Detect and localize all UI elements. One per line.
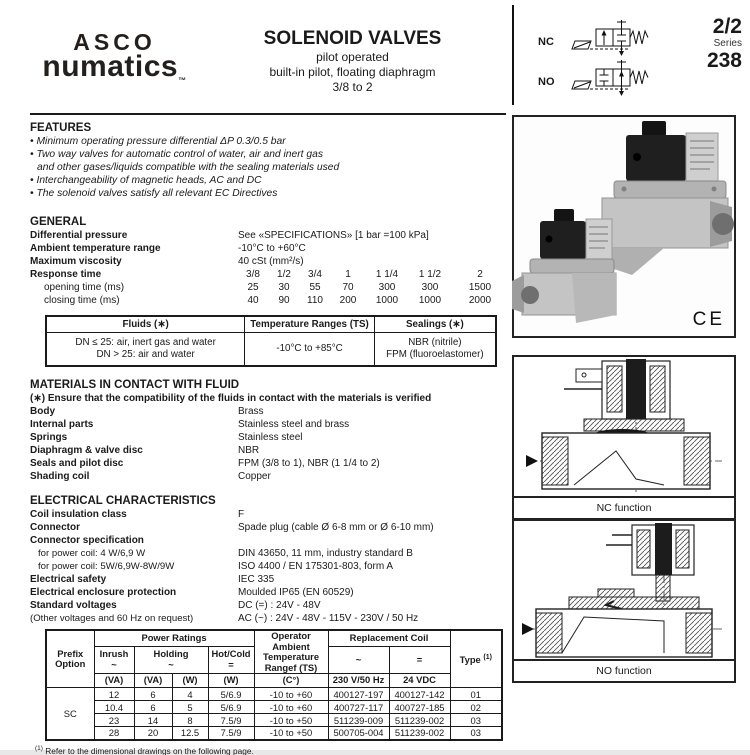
spec-label: closing time (ms) (30, 294, 238, 307)
spec-row: (Other voltages and 60 Hz on request) AC (~) : 24V - 48V - 115V - 230V / 50 Hz (30, 612, 508, 625)
nc-function-caption: NC function (514, 496, 734, 518)
spec-row: Standard voltages DC (=) : 24V - 48V (30, 599, 508, 612)
ce-mark: CE (693, 309, 725, 331)
opening-times: 25 30 55 70 300 300 1500 (238, 281, 508, 294)
replacement-coil-header: Replacement Coil (328, 630, 450, 646)
cell: 8 (172, 714, 208, 727)
cell: -10 to +50 (254, 727, 328, 740)
general-section (30, 216, 508, 367)
spec-label: Differential pressure (30, 229, 238, 242)
unit-cell: (W) (172, 674, 208, 688)
cell: 10.4 (94, 701, 134, 714)
spec-row: Springs Stainless steel (30, 431, 508, 444)
response-time-sizes-row (30, 268, 508, 281)
materials-note: (∗) Ensure that the compatibility of the fluids in contact with the materials is verified (30, 392, 508, 405)
no-valve-symbol-icon (572, 58, 664, 96)
ac-symbol-header: ~ (328, 646, 389, 673)
power-ratings-header: Power Ratings (94, 630, 254, 646)
table-row (46, 714, 502, 727)
unit-cell: 24 VDC (389, 674, 450, 688)
feature-item: • Two way valves for automatic control of water, air and inert gas (30, 148, 508, 161)
opening-time-row (30, 281, 508, 294)
cell: 400727-117 (328, 701, 389, 714)
features-section (30, 122, 508, 200)
cell: 4 (172, 688, 208, 701)
cell: 6 (134, 701, 172, 714)
fluids-header: Fluids (∗) (46, 316, 245, 332)
spec-row: Electrical enclosure protection Moulded IP65 (EN 60529) (30, 586, 508, 599)
spec-row: Connector Spade plug (cable Ø 6-8 mm or Ø 6-10 mm) (30, 521, 508, 534)
product-photo (512, 115, 736, 338)
no-label: NO (538, 76, 555, 88)
subtitle-line-3: 3/8 to 2 (215, 80, 490, 95)
table-row (46, 688, 502, 701)
nc-valve-symbol-icon (572, 18, 664, 56)
inrush-header: Inrush ~ (94, 646, 134, 673)
feature-item: • Interchangeability of magnetic heads, AC and DC (30, 174, 508, 187)
cell: 7.5/9 (208, 714, 254, 727)
cell: 12.5 (172, 727, 208, 740)
cell: 14 (134, 714, 172, 727)
spec-row: Shading coil Copper (30, 470, 508, 483)
valve-size-code: 2/2 (707, 16, 742, 38)
series-number: 238 (707, 49, 742, 72)
nc-cross-section-drawing (514, 357, 734, 497)
spec-row: for power coil: 5W/6,9W-8W/9W ISO 4400 / EN 175301-803, form A (30, 560, 508, 573)
no-function-figure (512, 519, 736, 683)
pipe-sizes: 3/8 1/2 3/4 1 1 1/4 1 1/2 2 (238, 268, 508, 281)
table-header-row (46, 630, 502, 646)
main-content-column (30, 122, 508, 755)
features-heading: FEATURES (30, 122, 508, 135)
general-heading: GENERAL (30, 216, 508, 229)
closing-times: 40 90 110 200 1000 1000 2000 (238, 294, 508, 307)
cell: 12 (94, 688, 134, 701)
type-header: Type $^{(1)}$ (450, 630, 502, 688)
table-header-row (46, 316, 496, 332)
table-header-row (46, 674, 502, 688)
nc-function-figure (512, 355, 736, 520)
cell: 5/6.9 (208, 688, 254, 701)
spec-label: Ambient temperature range (30, 242, 238, 255)
cell: 511239-009 (328, 714, 389, 727)
sealings-header: Sealings (∗) (374, 316, 496, 332)
cell: 23 (94, 714, 134, 727)
table-row (46, 727, 502, 740)
logo-asco-text: ASCO (42, 30, 187, 54)
trademark-symbol: ™ (178, 76, 187, 85)
unit-cell: (W) (208, 674, 254, 688)
table-row (46, 332, 496, 366)
spec-label: opening time (ms) (30, 281, 238, 294)
no-cross-section-drawing (514, 521, 734, 660)
spec-row: Seals and pilot disc FPM (3/8 to 1), NBR (1 1/4 to 2) (30, 457, 508, 470)
header-rule (30, 113, 506, 115)
cell: 01 (450, 688, 502, 701)
cell: 511239-002 (389, 727, 450, 740)
sealings-cell: NBR (nitrile) FPM (fluoroelastomer) (374, 332, 496, 366)
cell: 20 (134, 727, 172, 740)
logo-numatics-text: numatics™ (42, 52, 187, 96)
cell: 5 (172, 701, 208, 714)
cell: -10 to +60 (254, 701, 328, 714)
asco-numatics-logo (42, 30, 187, 96)
table-row (46, 701, 502, 714)
unit-cell: (C°) (254, 674, 328, 688)
closing-time-row (30, 294, 508, 307)
cell: 28 (94, 727, 134, 740)
fluids-sealings-table (45, 315, 497, 367)
cell: -10 to +50 (254, 714, 328, 727)
spec-value: 40 cSt (mm²/s) (238, 255, 508, 268)
temperature-header: Temperature Ranges (TS) (245, 316, 375, 332)
table-footnote: $^{(1)}$ Refer to the dimensional drawings on the following page. (35, 745, 508, 755)
series-word: Series (707, 38, 742, 49)
spec-label: Maximum viscosity (30, 255, 238, 268)
cell: 7.5/9 (208, 727, 254, 740)
spec-value: See «SPECIFICATIONS» [1 bar =100 kPa] (238, 229, 508, 242)
coil-ratings-table (45, 629, 503, 741)
cell: -10 to +60 (254, 688, 328, 701)
cell: 400127-142 (389, 688, 450, 701)
header-right-block (512, 0, 750, 110)
feature-item: • Minimum operating pressure differential ΔP 0.3/0.5 bar (30, 135, 508, 148)
spec-row (30, 255, 508, 268)
page-title: SOLENOID VALVES (215, 28, 490, 50)
feature-item: • The solenoid valves satisfy all relevant EC Directives (30, 187, 508, 200)
valve-photo-illustration (514, 117, 734, 331)
operator-temp-header: Operator Ambient Temperature Rangef (TS) (254, 630, 328, 674)
dc-symbol-header: = (389, 646, 450, 673)
subtitle-line-1: pilot operated (215, 50, 490, 65)
cell: 03 (450, 714, 502, 727)
holding-header: Holding ~ (134, 646, 208, 673)
spec-row (30, 229, 508, 242)
spec-value: -10°C to +60°C (238, 242, 508, 255)
cell: 03 (450, 727, 502, 740)
series-block (707, 16, 742, 72)
feature-item-continuation: and other gases/liquids compatible with the sealing materials used (30, 161, 508, 174)
cell: 400127-197 (328, 688, 389, 701)
unit-cell: (VA) (134, 674, 172, 688)
nc-label: NC (538, 36, 554, 48)
hotcold-header: Hot/Cold = (208, 646, 254, 673)
cell: 400727-185 (389, 701, 450, 714)
unit-cell: 230 V/50 Hz (328, 674, 389, 688)
document-title-block (215, 28, 490, 95)
prefix-option-header: Prefix Option (46, 630, 94, 688)
spec-row: Body Brass (30, 405, 508, 418)
spec-row: Diaphragm & valve disc NBR (30, 444, 508, 457)
fluids-cell: DN ≤ 25: air, inert gas and water DN > 25: air and water (46, 332, 245, 366)
cell: 02 (450, 701, 502, 714)
materials-section (30, 379, 508, 483)
spec-row: Connector specification (30, 534, 508, 547)
spec-row: for power coil: 4 W/6,9 W DIN 43650, 11 mm, industry standard B (30, 547, 508, 560)
temperature-cell: -10°C to +85°C (245, 332, 375, 366)
electrical-section (30, 495, 508, 625)
spec-row: Coil insulation class F (30, 508, 508, 521)
spec-row (30, 242, 508, 255)
spec-row: Electrical safety IEC 335 (30, 573, 508, 586)
subtitle-line-2: built-in pilot, floating diaphragm (215, 65, 490, 80)
electrical-heading: ELECTRICAL CHARACTERISTICS (30, 495, 508, 508)
cell: 511239-002 (389, 714, 450, 727)
spec-row: Internal parts Stainless steel and brass (30, 418, 508, 431)
cell: 6 (134, 688, 172, 701)
cell: 5/6.9 (208, 701, 254, 714)
no-function-caption: NO function (514, 659, 734, 681)
spec-label: Response time (30, 268, 238, 281)
materials-heading: MATERIALS IN CONTACT WITH FLUID (30, 379, 508, 392)
cell: 500705-004 (328, 727, 389, 740)
unit-cell: (VA) (94, 674, 134, 688)
prefix-value-cell: SC (46, 688, 94, 740)
